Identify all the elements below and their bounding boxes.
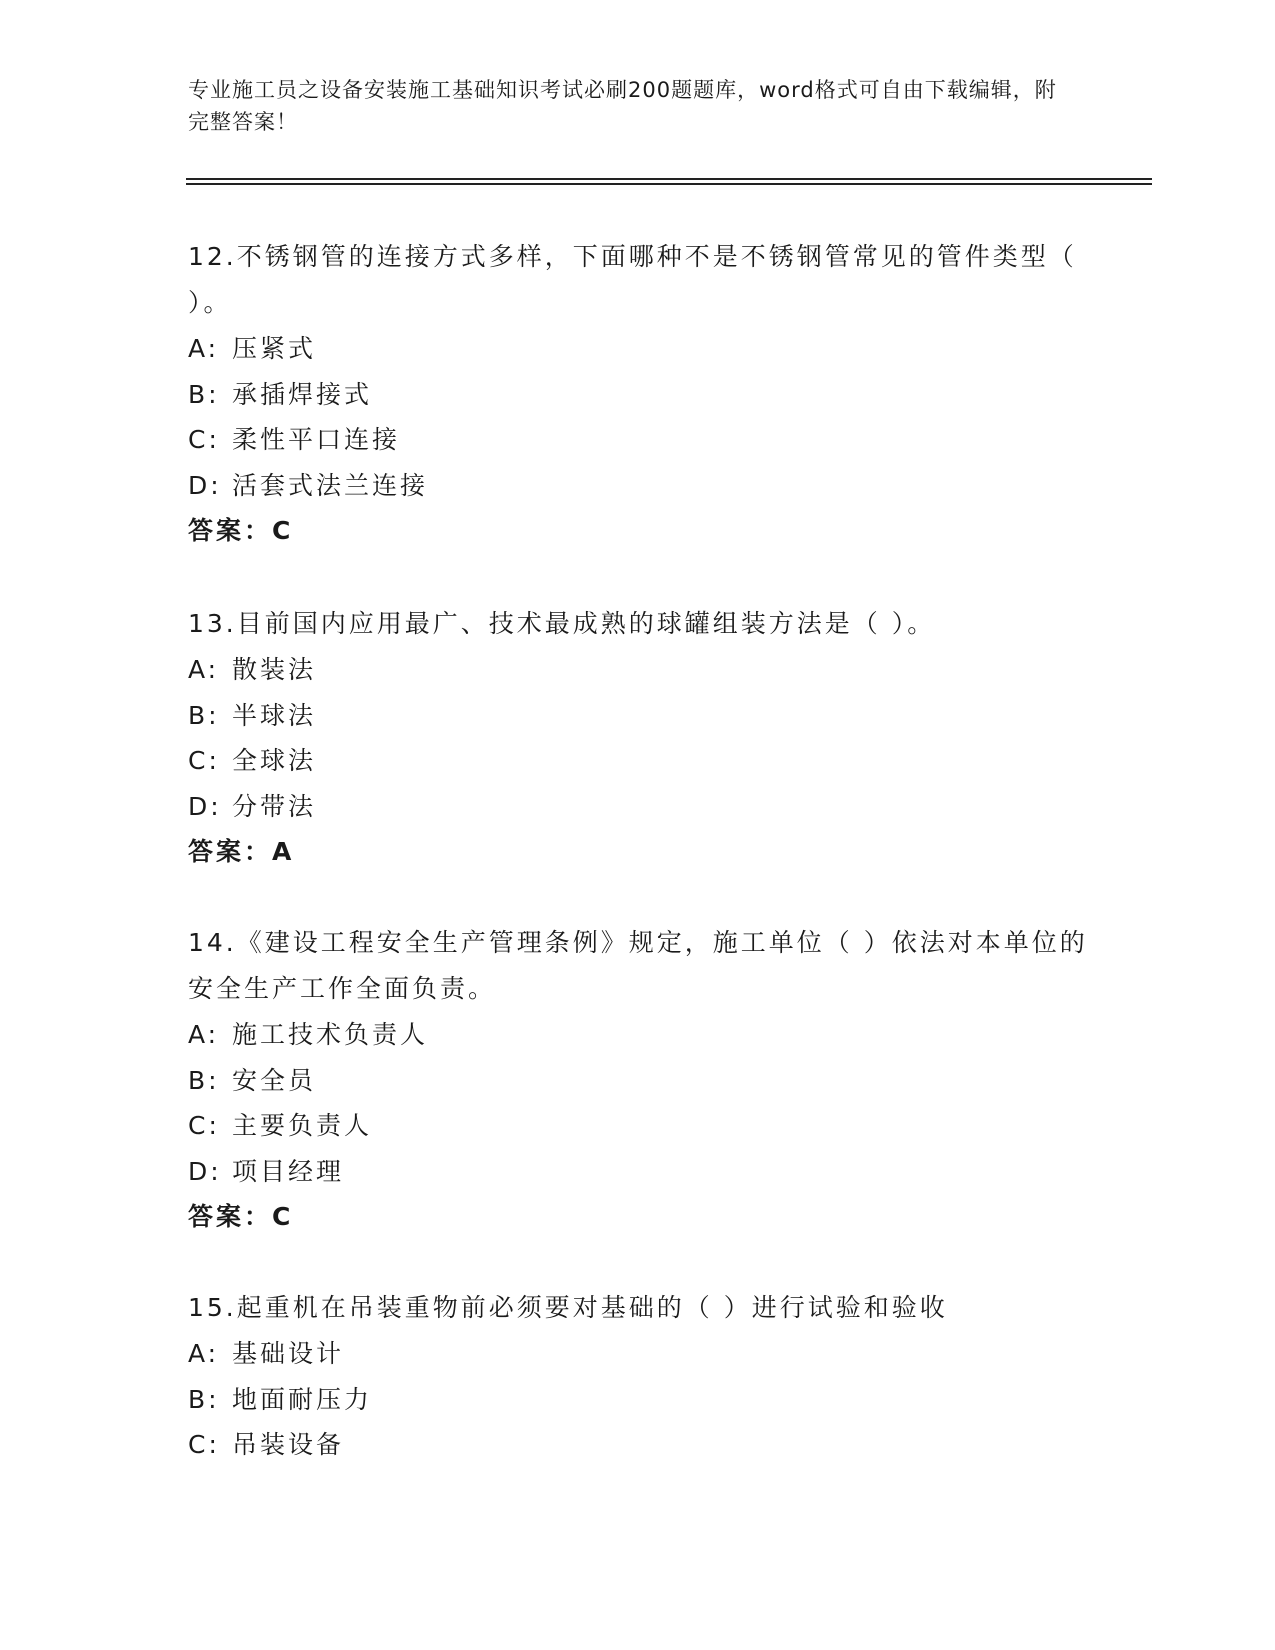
- option-key: C:: [188, 746, 220, 775]
- option-text: 压紧式: [232, 334, 317, 363]
- option-key: B:: [188, 379, 220, 409]
- option-key: A:: [188, 334, 220, 363]
- title-divider-bottom: [186, 183, 1152, 185]
- question-15: [188, 1285, 1088, 1468]
- answer: 答案：C: [188, 516, 294, 545]
- option-b: [188, 693, 1088, 739]
- question-stem: 13.目前国内应用最广、技术最成熟的球罐组装方法是（ ）。: [188, 609, 936, 638]
- answer: 答案：C: [188, 1202, 294, 1231]
- option-d: [188, 463, 1088, 509]
- option-text: 散装法: [232, 655, 317, 684]
- answer: 答案：A: [188, 837, 295, 866]
- option-c: [188, 738, 1088, 784]
- option-text: 安全员: [232, 1065, 317, 1095]
- option-text: 地面耐压力: [232, 1384, 373, 1414]
- option-text: 基础设计: [232, 1339, 345, 1368]
- option-text: 半球法: [232, 700, 317, 730]
- option-text: 施工技术负责人: [232, 1020, 429, 1049]
- question-stem: 15.起重机在吊装重物前必须要对基础的（ ）进行试验和验收: [188, 1293, 948, 1322]
- option-key: A:: [188, 1339, 220, 1368]
- option-a: [188, 1012, 1088, 1058]
- option-text: 项目经理: [232, 1156, 345, 1186]
- option-key: B:: [188, 1065, 220, 1095]
- option-c: [188, 417, 1088, 463]
- option-a: [188, 326, 1088, 372]
- option-b: [188, 1377, 1088, 1423]
- option-key: C:: [188, 1430, 220, 1459]
- option-b: [188, 372, 1088, 418]
- option-key: D:: [188, 791, 222, 821]
- option-c: [188, 1422, 1088, 1468]
- option-text: 承插焊接式: [232, 379, 373, 409]
- question-12: [188, 234, 1088, 554]
- option-c: [188, 1103, 1088, 1149]
- option-a: [188, 647, 1088, 693]
- option-a: [188, 1331, 1088, 1377]
- option-key: D:: [188, 1156, 222, 1186]
- option-text: 全球法: [232, 746, 317, 775]
- option-d: [188, 784, 1088, 830]
- title-divider-top: [186, 178, 1152, 180]
- option-key: A:: [188, 1020, 220, 1049]
- option-text: 主要负责人: [232, 1111, 373, 1140]
- question-13: [188, 601, 1088, 875]
- question-14: [188, 920, 1088, 1240]
- option-key: D:: [188, 470, 222, 500]
- document-title: 专业施工员之设备安装施工基础知识考试必刷200题题库，word格式可自由下载编辑，附完整答案！: [188, 78, 1057, 134]
- option-key: A:: [188, 655, 220, 684]
- question-stem: 14.《建设工程安全生产管理条例》规定，施工单位（ ）依法对本单位的安全生产工作全面负责。: [188, 928, 1088, 1003]
- question-stem: 12.不锈钢管的连接方式多样，下面哪种不是不锈钢管常见的管件类型（ ）。: [188, 242, 1077, 317]
- option-key: C:: [188, 425, 220, 454]
- option-b: [188, 1058, 1088, 1104]
- option-key: C:: [188, 1111, 220, 1140]
- option-key: B:: [188, 1384, 220, 1414]
- option-text: 活套式法兰连接: [232, 470, 429, 500]
- option-key: B:: [188, 700, 220, 730]
- option-text: 吊装设备: [232, 1430, 345, 1459]
- option-text: 柔性平口连接: [232, 425, 401, 454]
- option-text: 分带法: [232, 791, 317, 821]
- option-d: [188, 1149, 1088, 1195]
